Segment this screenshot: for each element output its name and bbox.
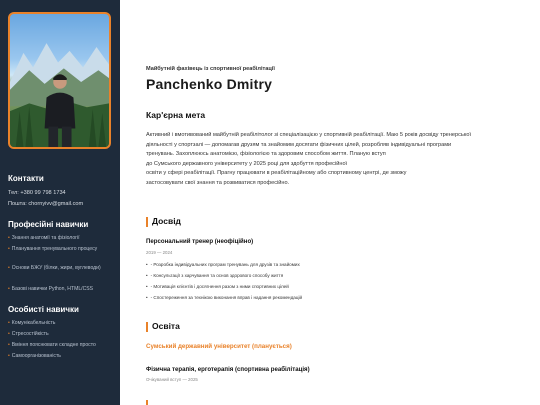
job-period: 2019 — 2024 [146,250,173,255]
personal-skill-item: • Стресостійкість [8,331,49,337]
contact-phone[interactable]: Тел: +380 99 798 1734 [8,190,66,196]
next-section-accent-bar [146,400,148,405]
section-accent-bar [146,217,148,227]
profile-photo-image [10,14,109,147]
experience-item: • - Мотивація клієнтів і досягнення разом з ними спортивних цілей [146,284,289,289]
personal-skill-item: • Вміння пояснювати складне просто [8,342,96,348]
prof-skill-item: • Планування тренувального процесу [8,246,98,252]
personal-skills-heading: Особисті навички [8,305,79,314]
personal-skill-item: • Комунікабельність [8,320,56,326]
university-name: Сумський державний університет (планується) [146,343,292,350]
prof-skill-item: • Базові навички Python, HTML/CSS [8,286,94,292]
profile-photo [8,12,111,149]
sidebar [0,0,120,405]
experience-heading: Досвід [146,216,181,227]
section-accent-bar [146,322,148,332]
job-title: Персональний тренер (неофіційно) [146,238,254,245]
prof-skill-item: • Основи БЖУ (білки, жири, вуглеводи) [8,265,101,271]
main-content [120,0,540,405]
education-heading: Освіта [146,321,180,332]
contact-email[interactable]: Пошта: chornyivv@gmail.com [8,201,84,207]
prof-skill-item: • Знання анатомії та фізіології [8,235,80,241]
profile-subtitle: Майбутній фахівець із спортивної реабілітації [146,66,275,72]
career-text: Активний і вмотивований майбутній реабілітолог зі спеціалізацією у спортивній реабілітації. Маю 5 років досвіду тренерської діяльності у спортзалі — допомагав друзям та знайомим досягати фізичних цілей, розробляв індивідуальні програми тренувань. Захоплююсь анатомією, фізіологією та здоровим способом життя. Планую вступ до Сумського державного університету у 2025 році для здобуття професійної освіти у сфері реабілітації. Прагну працювати в реабілітаційному або спортивному центрі, де зможу застосовувати свої знання та розвиватися професійно. [146,132,471,186]
experience-item: • - Консультації з харчування та основ здорового способу життя [146,273,284,278]
experience-item: • - Розробка індивідуальних програм тренувань для друзів та знайомих [146,262,300,267]
career-heading: Кар'єрна мета [146,110,206,120]
experience-item: • - Спостереження за технікою виконання вправ і надання рекомендацій [146,295,303,300]
prof-skills-heading: Професійні навички [8,220,89,229]
personal-skill-item: • Самоорганізованість [8,353,61,359]
study-program: Фізична терапія, ерготерапія (спортивна реабілітація) [146,366,310,373]
contacts-heading: Контакти [8,174,44,183]
entry-date: Очікуваний вступ — 2025 [146,377,198,382]
profile-name: Panchenko Dmitry [146,76,273,92]
